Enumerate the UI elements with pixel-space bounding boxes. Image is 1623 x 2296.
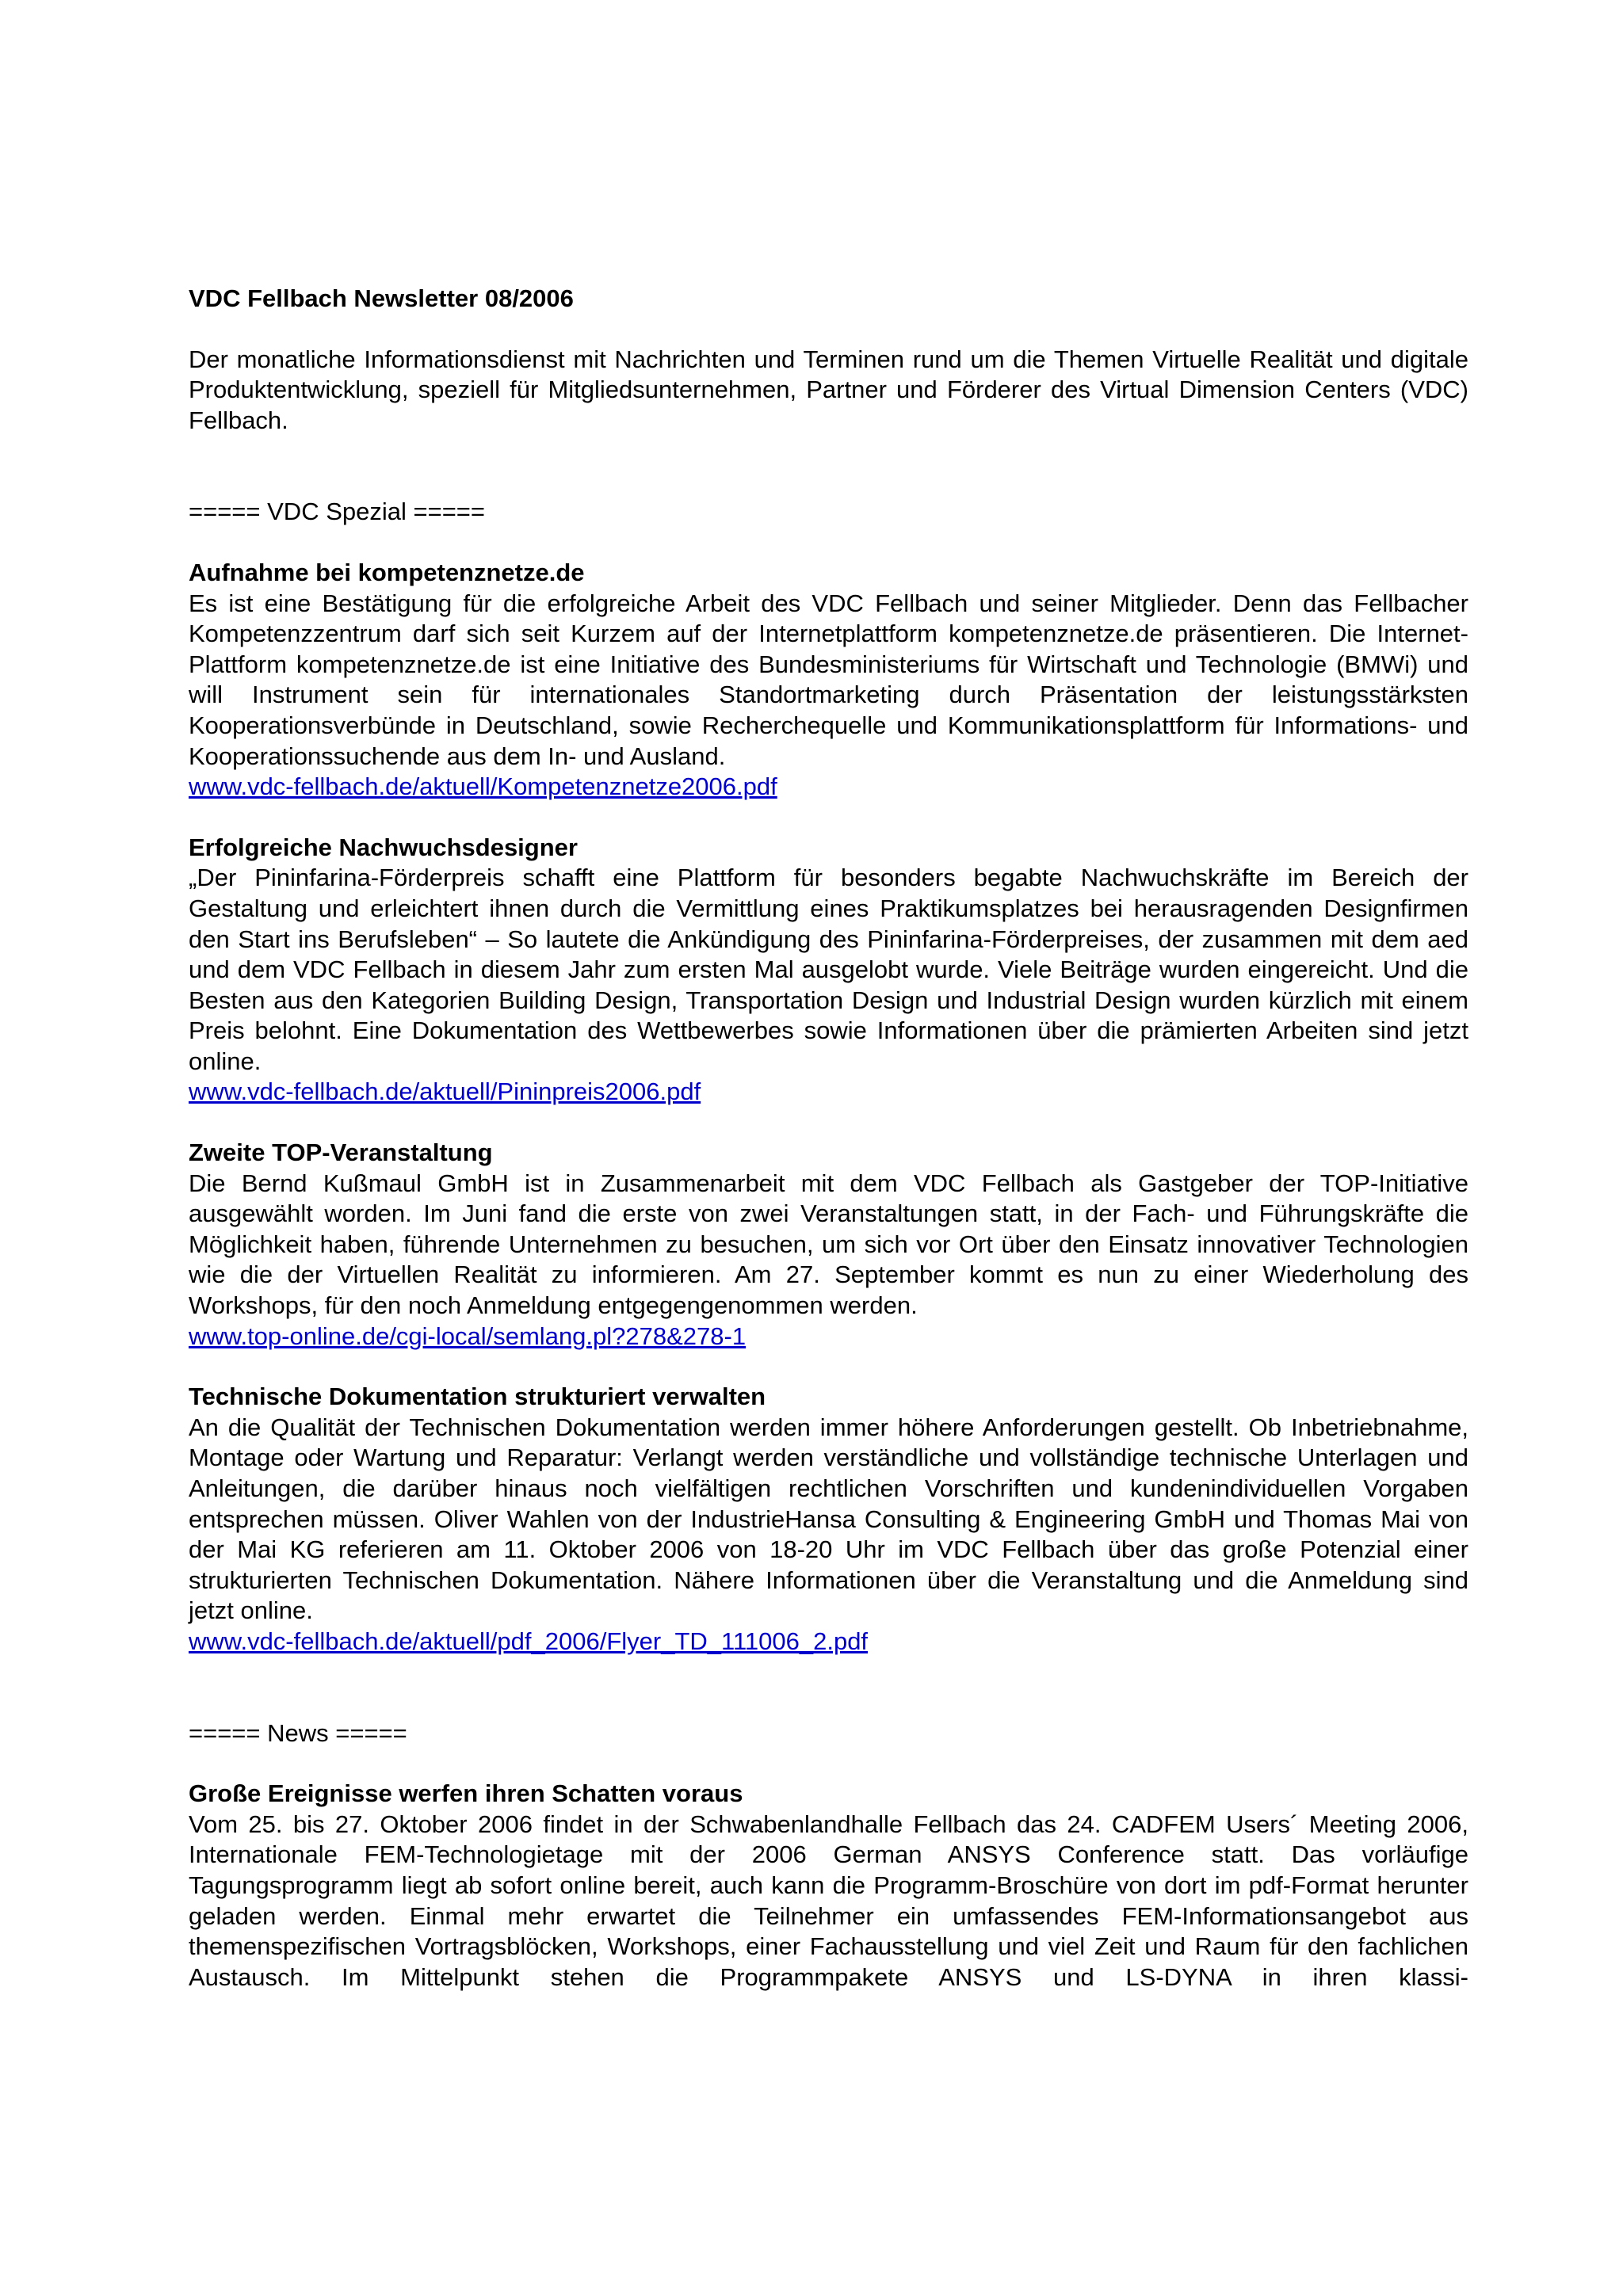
article-link[interactable]: www.vdc-fellbach.de/aktuell/Kompetenznetze2006.pdf bbox=[189, 772, 777, 801]
article-body: An die Qualität der Technischen Dokumentation werden immer höhere Anforderungen gestellt. Ob Inbetriebnahme, Montage oder Wartung und Reparatur: Verlangt werden verständliche und vollständige technische Unterlagen und Anleitungen, die darüber hinaus noch vielfältigen rechtlichen Vorschriften und kundenindividuellen Vorgaben entsprechen müssen. Oliver Wahlen von der IndustrieHansa Consulting & Engineering GmbH und Thomas Mai von der Mai KG referieren am 11. Oktober 2006 von 18-20 Uhr im VDC Fellbach über das große Potenzial einer strukturierten Technischen Dokumentation. Nähere Informationen über die Veranstaltung und die Anmeldung sind jetzt online. bbox=[189, 1413, 1468, 1625]
newsletter-title: VDC Fellbach Newsletter 08/2006 bbox=[189, 284, 574, 312]
article-link[interactable]: www.top-online.de/cgi-local/semlang.pl?278&278-1 bbox=[189, 1322, 747, 1350]
article-link[interactable]: www.vdc-fellbach.de/aktuell/pdf_2006/Flyer_TD_111006_2.pdf bbox=[189, 1627, 869, 1655]
article-top-veranstaltung bbox=[189, 1138, 1468, 1352]
article-heading: Technische Dokumentation strukturiert verwalten bbox=[189, 1383, 766, 1411]
section-header-spezial: ===== VDC Spezial ===== bbox=[189, 498, 485, 526]
article-body: Die Bernd Kußmaul GmbH ist in Zusammenarbeit mit dem VDC Fellbach als Gastgeber der TOP-Initiative ausgewählt worden. Im Juni fand die erste von zwei Veranstaltungen statt, in der Fach- und Führungskräfte die Möglichkeit haben, führende Unternehmen zu besuchen, um sich vor Ort über den Einsatz innovativer Technologien wie die der Virtuellen Realität zu informieren. Am 27. September kommt es nun zu einer Wiederholung des Workshops, für den noch Anmeldung entgegengenommen werden. bbox=[189, 1169, 1468, 1320]
section-header-news: ===== News ===== bbox=[189, 1718, 407, 1747]
article-heading: Erfolgreiche Nachwuchsdesigner bbox=[189, 833, 578, 861]
article-nachwuchsdesigner bbox=[189, 833, 1468, 1108]
article-body: Es ist eine Bestätigung für die erfolgreiche Arbeit des VDC Fellbach und seiner Mitglieder. Denn das Fellbacher Kompetenzzentrum darf sich seit Kurzem auf der Internetplattform kompetenznetze.de präsentieren. Die Internet-Plattform kompetenznetze.de ist eine Initiative des Bundesministeriums für Wirtschaft und Technologie (BMWi) und will Instrument sein für internationales Standortmarketing durch Präsentation der leistungsstärksten Kooperationsverbünde in Deutschland, sowie Recherchequelle und Kommunikationsplattform für Informations- und Kooperationssuchende aus dem In- und Ausland. bbox=[189, 589, 1468, 770]
article-body: „Der Pininfarina-Förderpreis schafft eine Plattform für besonders begabte Nachwuchskräfte im Bereich der Gestaltung und erleichtert ihnen durch die Vermittlung eines Praktikumsplatzes bei herausragenden Designfirmen den Start ins Berufsleben“ – So lautete die Ankündigung des Pininfarina-Förderpreises, der zusammen mit dem aed und dem VDC Fellbach in diesem Jahr zum ersten Mal ausgelobt wurde. Viele Beiträge wurden eingereicht. Und die Besten aus den Kategorien Building Design, Transportation Design und Industrial Design wurden kürzlich mit einem Preis belohnt. Eine Dokumentation des Wettbewerbes sowie Informationen über die prämierten Arbeiten sind jetzt online. bbox=[189, 864, 1468, 1075]
article-heading: Große Ereignisse werfen ihren Schatten voraus bbox=[189, 1779, 743, 1808]
article-grosse-ereignisse bbox=[189, 1779, 1468, 1993]
newsletter-page bbox=[189, 284, 1468, 1993]
article-heading: Zweite TOP-Veranstaltung bbox=[189, 1138, 493, 1167]
article-heading: Aufnahme bei kompetenznetze.de bbox=[189, 558, 585, 586]
article-technische-dokumentation bbox=[189, 1382, 1468, 1657]
newsletter-intro: Der monatliche Informationsdienst mit Nachrichten und Terminen rund um die Themen Virtuelle Realität und digitale Produktentwicklung, speziell für Mitgliedsunternehmen, Partner und Förderer des Virtual Dimension Centers (VDC) Fellbach. bbox=[189, 345, 1468, 434]
article-link[interactable]: www.vdc-fellbach.de/aktuell/Pininpreis2006.pdf bbox=[189, 1077, 701, 1106]
article-kompetenznetze bbox=[189, 558, 1468, 803]
article-body: Vom 25. bis 27. Oktober 2006 findet in der Schwabenlandhalle Fellbach das 24. CADFEM Users´ Meeting 2006, Internationale FEM-Technologietage mit der 2006 German ANSYS Conference statt. Das vorläufige Tagungsprogramm liegt ab sofort online bereit, auch kann die Programm-Broschüre von dort im pdf-Format herunter geladen werden. Einmal mehr erwartet die Teilnehmer ein umfassendes FEM-Informationsangebot aus themenspezifischen Vortragsblöcken, Workshops, einer Fachausstellung und viel Zeit und Raum für den fachlichen Austausch. Im Mittelpunkt stehen die Programmpakete ANSYS und LS-DYNA in ihren klassi- bbox=[189, 1810, 1468, 1991]
